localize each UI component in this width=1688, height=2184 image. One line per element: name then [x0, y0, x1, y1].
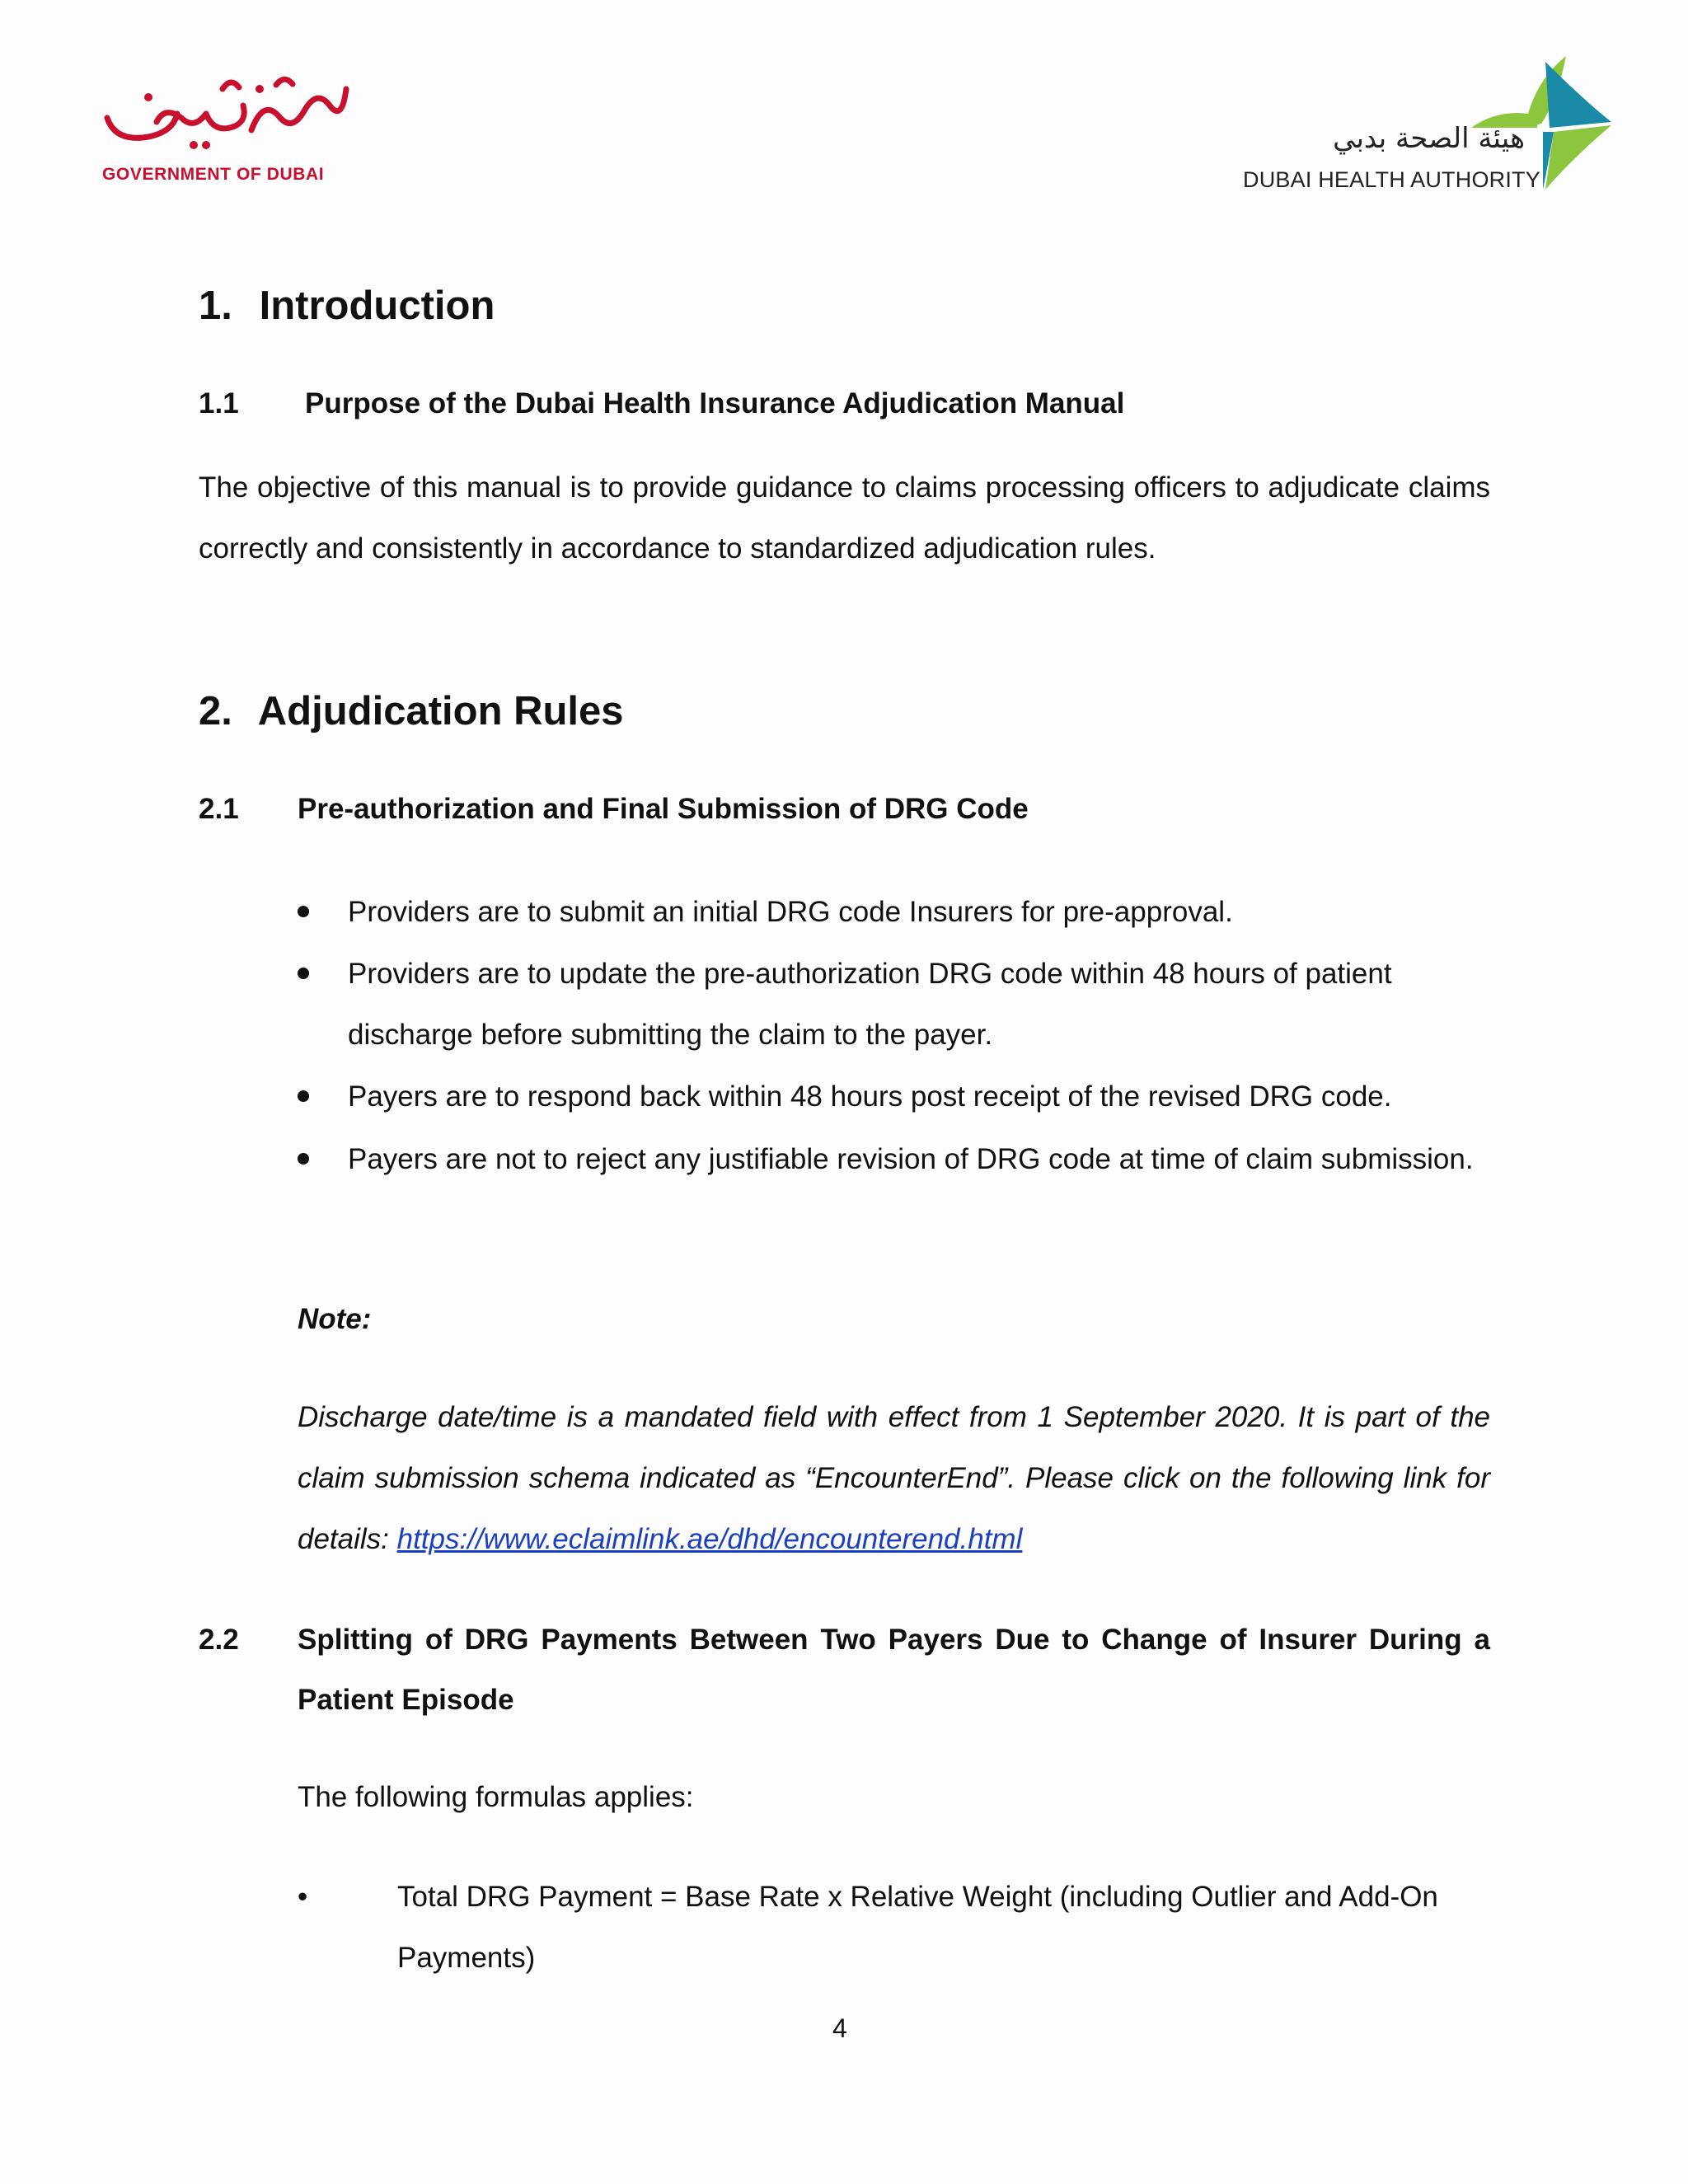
page-number: 4: [832, 2013, 847, 2043]
subsection-number: 1.1: [199, 387, 239, 419]
list-item: Providers are to submit an initial DRG code Insurers for pre-approval.: [348, 896, 1233, 928]
section-number: 2.: [199, 689, 232, 733]
subsection-2-2-heading: [199, 1624, 1490, 1657]
bullet-icon: [298, 968, 309, 979]
subsection-1-1-heading: [199, 387, 1125, 420]
list-item: Payers are not to reject any justifiable revision of DRG code at time of claim submission.: [348, 1143, 1474, 1175]
section-title: Adjudication Rules: [257, 689, 624, 733]
list-item: Providers are to update the pre-authorization DRG code within 48 hours of patient discharge before submitting the claim to the payer.: [348, 958, 1392, 1051]
note-paragraph: [298, 1387, 1490, 1570]
encounterend-link[interactable]: https://www.eclaimlink.ae/dhd/encounterend.html: [396, 1523, 1023, 1555]
bullet-icon: [298, 1090, 309, 1102]
government-of-dubai-logo: [99, 73, 354, 155]
list-item: Payers are to respond back within 48 hours post receipt of the revised DRG code.: [348, 1080, 1392, 1113]
purpose-paragraph: The objective of this manual is to provide guidance to claims processing officers to adjudicate claims correctly and consistently in accordance to standardized adjudication rules.: [199, 471, 1490, 565]
bullet-icon: •: [298, 1881, 308, 1913]
list-item: Total DRG Payment = Base Rate x Relative Weight (including Outlier and Add-On Payments): [397, 1881, 1438, 1974]
subsection-title: Pre-authorization and Final Submission of DRG Code: [298, 793, 1029, 825]
gov-calligraphy-icon: [99, 73, 354, 155]
section-number: 1.: [199, 284, 232, 328]
section-2-heading: [199, 688, 624, 734]
section-1-heading: [199, 283, 495, 329]
note-text: Discharge date/time is a mandated field with effect from 1 September 2020. It is part of the claim submission schema indicated as “EncounterEnd”. Please click on the following link for details:: [298, 1401, 1490, 1555]
dha-arabic-label: هيئة الصحة بدبي: [1333, 122, 1525, 155]
subsection-title-line-2: Patient Episode: [298, 1684, 514, 1716]
subsection-number: 2.2: [199, 1624, 239, 1656]
section-title: Introduction: [259, 284, 495, 328]
note-label: Note:: [298, 1303, 372, 1335]
subsection-title: Purpose of the Dubai Health Insurance Adjudication Manual: [305, 387, 1125, 419]
dha-label: DUBAI HEALTH AUTHORITY: [1243, 167, 1540, 192]
bullet-icon: [298, 906, 309, 917]
subsection-title-line-1: Splitting of DRG Payments Between Two Payers Due to Change of Insurer During a: [298, 1624, 1490, 1656]
bullet-icon: [298, 1153, 309, 1165]
subsection-number: 2.1: [199, 793, 239, 825]
gov-label: GOVERNMENT OF DUBAI: [102, 165, 325, 184]
subsection-2-1-heading: [199, 793, 1029, 826]
formulas-intro: The following formulas applies:: [298, 1781, 694, 1813]
